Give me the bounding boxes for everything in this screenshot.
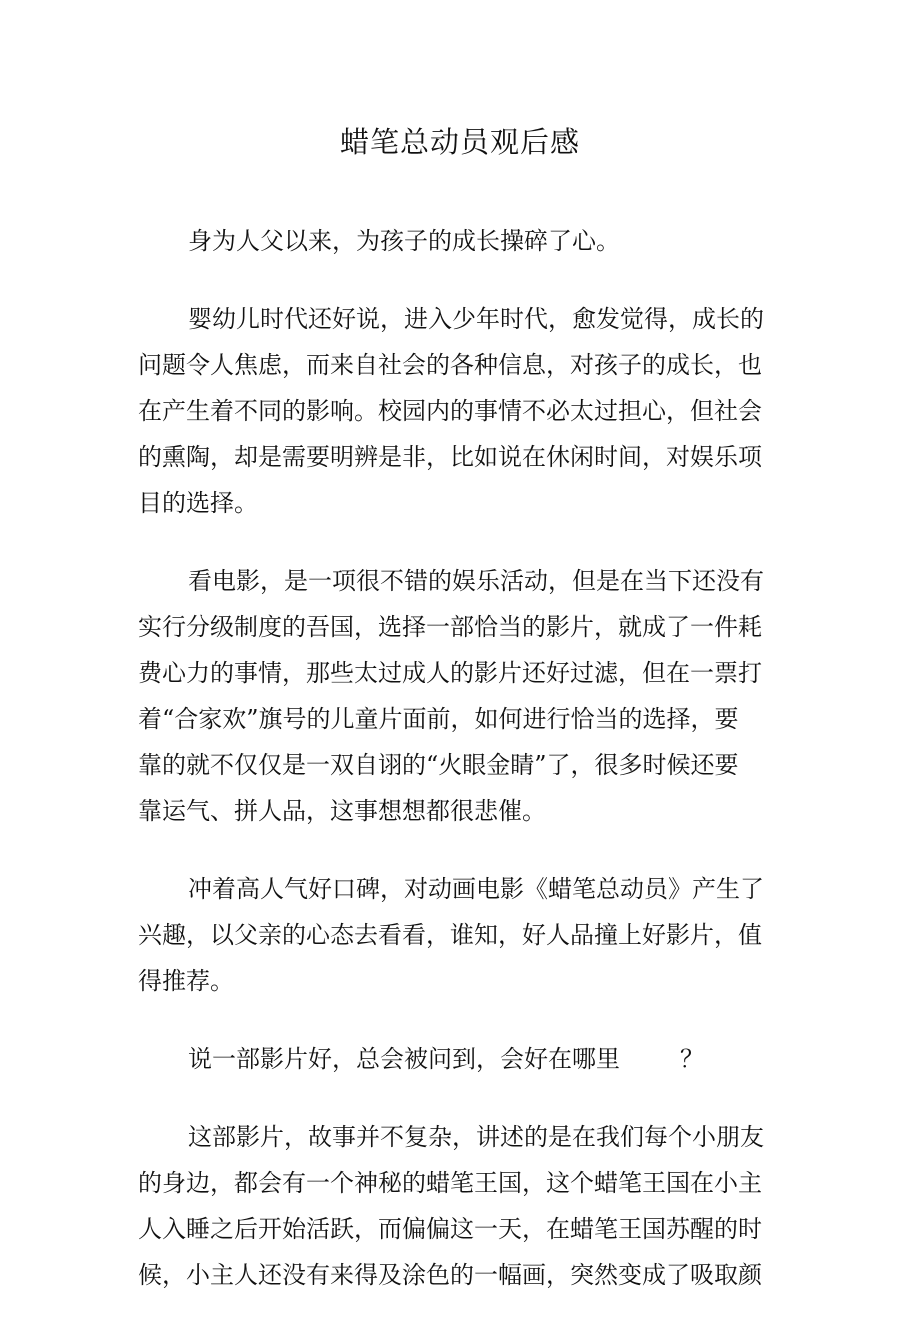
line-text: 说一部影片好，总会被问到，会好在哪里: [188, 1045, 620, 1073]
paragraph-line: [138, 788, 716, 834]
document-body: [138, 218, 764, 1330]
line-text: 的熏陶，却是需要明辨是非，比如说在休闲时间，对娱乐项: [138, 443, 762, 471]
paragraph-line: [138, 218, 716, 264]
paragraph-line: [138, 1206, 762, 1252]
paragraph-line: [138, 388, 762, 434]
paragraph-line: [138, 1036, 716, 1082]
paragraph-line: [138, 480, 716, 526]
line-text: 这部影片，故事并不复杂，讲述的是在我们每个小朋友: [188, 1123, 764, 1151]
line-text: 婴幼儿时代还好说，进入少年时代，愈发觉得，成长的: [188, 305, 764, 333]
paragraph-line: [138, 1114, 764, 1160]
paragraph-line: [138, 434, 762, 480]
line-text: 问题令人焦虑，而来自社会的各种信息，对孩子的成长，也: [138, 351, 762, 379]
line-text: 冲着高人气好口碑，对动画电影《蜡笔总动员》产生了: [188, 875, 764, 903]
line-text: 的身边，都会有一个神秘的蜡笔王国，这个蜡笔王国在小主: [138, 1169, 762, 1197]
paragraph-line: [138, 742, 739, 788]
question-mark: ？: [680, 1045, 704, 1073]
paragraph: [138, 558, 764, 834]
line-text: 兴趣，以父亲的心态去看看，谁知，好人品撞上好影片，值: [138, 921, 762, 949]
paragraph: [138, 1114, 764, 1298]
paragraph-line: [138, 296, 764, 342]
line-text: 在产生着不同的影响。校园内的事情不必太过担心，但社会: [138, 397, 762, 425]
paragraph-line: [138, 912, 762, 958]
paragraph-line: [138, 1252, 762, 1298]
paragraph: [138, 1036, 716, 1082]
paragraph: [138, 296, 764, 526]
line-text: 得推荐。: [138, 967, 234, 995]
line-text: 实行分级制度的吾国，选择一部恰当的影片，就成了一件耗: [138, 613, 762, 641]
line-text: 靠的就不仅仅是一双自诩的“火眼金睛”了，很多时候还要: [138, 751, 739, 779]
paragraph-line: [138, 1160, 762, 1206]
line-text: 目的选择。: [138, 489, 258, 517]
paragraph-line: [138, 696, 739, 742]
line-text: 看电影，是一项很不错的娱乐活动，但是在当下还没有: [188, 567, 764, 595]
paragraph-line: [138, 342, 762, 388]
line-text: 候，小主人还没有来得及涂色的一幅画，突然变成了吸取颜: [138, 1261, 762, 1289]
paragraph-line: [138, 958, 716, 1004]
document-title: 蜡笔总动员观后感: [339, 125, 580, 159]
line-text: 身为人父以来，为孩子的成长操碎了心。: [188, 227, 620, 255]
line-text: 靠运气、拼人品，这事想想都很悲催。: [138, 797, 546, 825]
paragraph-line: [138, 604, 762, 650]
paragraph: [138, 866, 764, 1004]
paragraph-line: [138, 866, 764, 912]
paragraph: [138, 218, 716, 264]
line-text: 人入睡之后开始活跃，而偏偏这一天，在蜡笔王国苏醒的时: [138, 1215, 762, 1243]
line-text: 费心力的事情，那些太过成人的影片还好过滤，但在一票打: [138, 659, 762, 687]
paragraph-line: [138, 650, 762, 696]
paragraph-line: [138, 558, 764, 604]
line-text: 着“合家欢”旗号的儿童片面前，如何进行恰当的选择，要: [138, 705, 739, 733]
